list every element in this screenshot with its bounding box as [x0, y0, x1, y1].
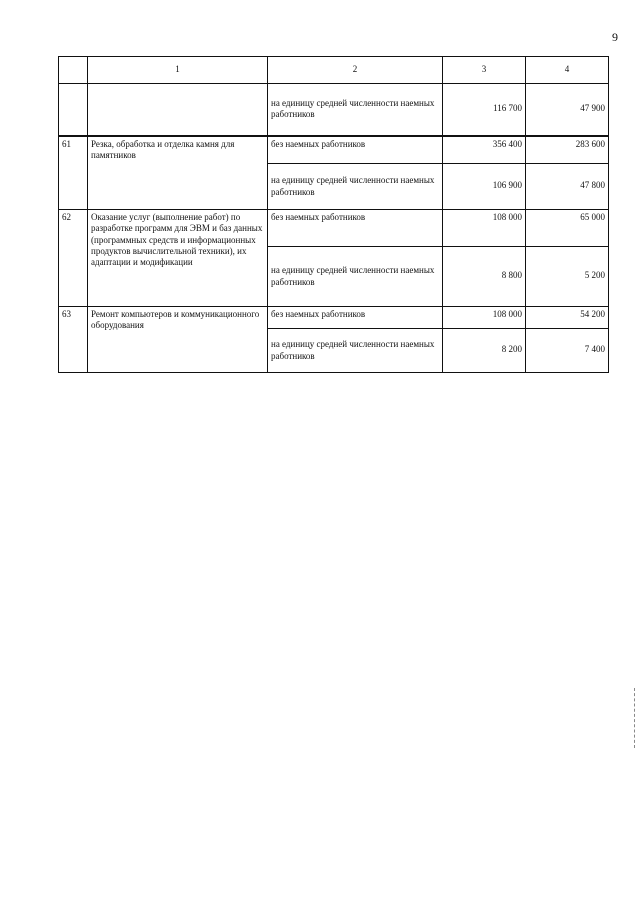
- sub-label: без наемных работников: [268, 307, 443, 329]
- sub-label: на единицу средней численности наемных работников: [268, 84, 443, 136]
- value-col3: 356 400: [443, 136, 526, 164]
- row-code: 63: [59, 307, 88, 373]
- row-code: [59, 84, 88, 136]
- activity-name: [88, 84, 268, 136]
- value-col4: 47 800: [526, 164, 609, 210]
- value-col3: 108 000: [443, 307, 526, 329]
- sub-label: на единицу средней численности наемных работников: [268, 164, 443, 210]
- table-row: [59, 210, 609, 247]
- header-cell-4: 4: [526, 57, 609, 84]
- value-col4: 65 000: [526, 210, 609, 247]
- header-cell-2: 2: [268, 57, 443, 84]
- activity-name: Ремонт компьютеров и коммуникационного оборудования: [88, 307, 268, 373]
- value-col4: 47 900: [526, 84, 609, 136]
- value-col3: 106 900: [443, 164, 526, 210]
- value-col4: 54 200: [526, 307, 609, 329]
- scan-edge-marks: [634, 688, 637, 748]
- header-cell-1: 1: [88, 57, 268, 84]
- page-number: 9: [612, 30, 618, 44]
- value-col4: 7 400: [526, 329, 609, 373]
- table-row: [59, 136, 609, 164]
- sub-label: на единицу средней численности наемных работников: [268, 247, 443, 307]
- tax-table: [58, 56, 609, 373]
- value-col3: 8 800: [443, 247, 526, 307]
- value-col3: 108 000: [443, 210, 526, 247]
- row-code: 62: [59, 210, 88, 307]
- sub-label: без наемных работников: [268, 210, 443, 247]
- value-col3: 8 200: [443, 329, 526, 373]
- table-row: [59, 307, 609, 329]
- sub-label: без наемных работников: [268, 136, 443, 164]
- activity-name: Резка, обработка и отделка камня для памятников: [88, 136, 268, 210]
- activity-name: Оказание услуг (выполнение работ) по разработке программ для ЭВМ и баз данных (программных средств и информационных продуктов вычислительной техники), их адаптации и модификации: [88, 210, 268, 307]
- value-col4: 283 600: [526, 136, 609, 164]
- value-col4: 5 200: [526, 247, 609, 307]
- row-code: 61: [59, 136, 88, 210]
- header-cell-0: [59, 57, 88, 84]
- table-row: [59, 84, 609, 136]
- table-header-row: [59, 57, 609, 84]
- header-cell-3: 3: [443, 57, 526, 84]
- sub-label: на единицу средней численности наемных работников: [268, 329, 443, 373]
- value-col3: 116 700: [443, 84, 526, 136]
